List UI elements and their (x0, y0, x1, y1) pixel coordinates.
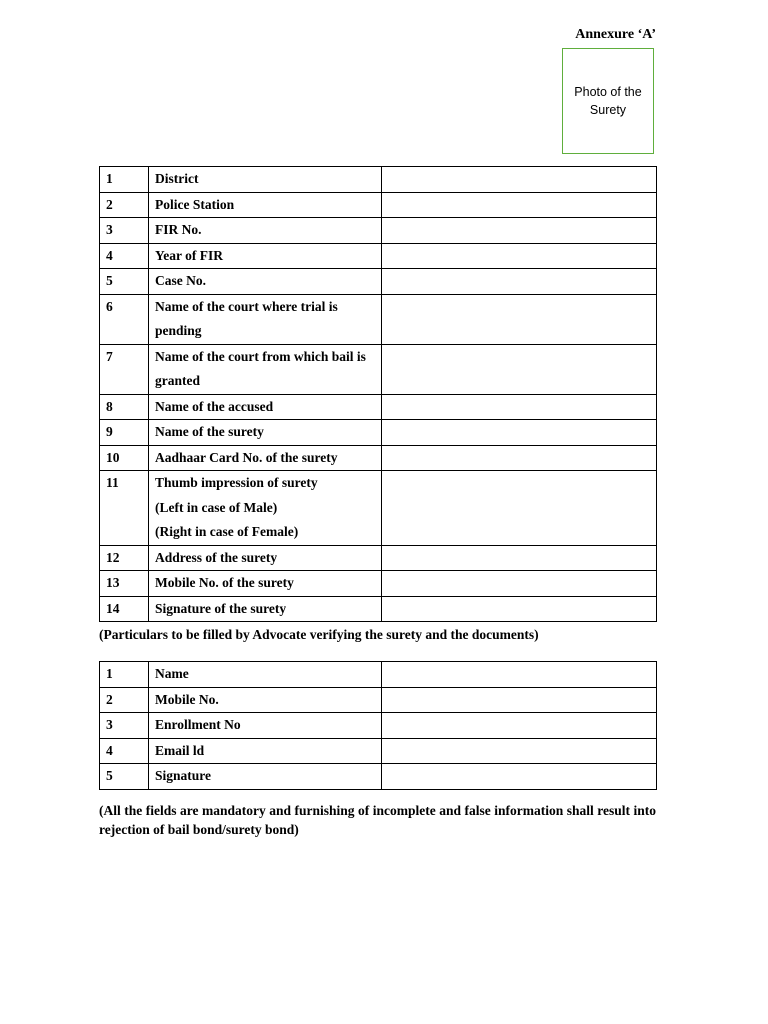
row-label-case-no: Case No. (149, 269, 382, 295)
row-number: 2 (100, 192, 149, 218)
accused-name-value-field[interactable] (382, 394, 657, 420)
table-row (100, 394, 657, 420)
thumb-impression-female-note: (Right in case of Female) (155, 524, 299, 539)
row-label-accused-name: Name of the accused (149, 394, 382, 420)
thumb-impression-label: Thumb impression of surety (155, 475, 318, 490)
photo-box-label: Photo of the Surety (574, 85, 642, 117)
row-label-enrollment-no: Enrollment No (149, 713, 382, 739)
trial-court-value-field[interactable] (382, 294, 657, 344)
table-row (100, 167, 657, 193)
bail-court-value-field[interactable] (382, 344, 657, 394)
row-label-aadhaar: Aadhaar Card No. of the surety (149, 445, 382, 471)
surety-name-value-field[interactable] (382, 420, 657, 446)
row-label-surety-name: Name of the surety (149, 420, 382, 446)
row-label-fir-no: FIR No. (149, 218, 382, 244)
row-label-bail-court: Name of the court from which bail is granted (149, 344, 382, 394)
fir-no-value-field[interactable] (382, 218, 657, 244)
row-number: 3 (100, 713, 149, 739)
surety-details-table (99, 166, 657, 622)
thumb-impression-male-note: (Left in case of Male) (155, 499, 278, 515)
row-label-surety-mobile: Mobile No. of the surety (149, 571, 382, 597)
table-row (100, 596, 657, 622)
table-row (100, 218, 657, 244)
table-row (100, 445, 657, 471)
row-number: 12 (100, 545, 149, 571)
row-label-thumb-impression (149, 471, 382, 546)
table-row (100, 192, 657, 218)
surety-mobile-value-field[interactable] (382, 571, 657, 597)
row-number: 10 (100, 445, 149, 471)
police-station-value-field[interactable] (382, 192, 657, 218)
row-number: 9 (100, 420, 149, 446)
row-number: 1 (100, 662, 149, 688)
table-row (100, 344, 657, 394)
row-label-advocate-signature: Signature (149, 764, 382, 790)
enrollment-no-value-field[interactable] (382, 713, 657, 739)
row-number: 4 (100, 738, 149, 764)
row-number: 2 (100, 687, 149, 713)
surety-signature-field[interactable] (382, 596, 657, 622)
table-row (100, 571, 657, 597)
table-row (100, 471, 657, 546)
advocate-particulars-note: (Particulars to be filled by Advocate verifying the surety and the documents) (99, 627, 539, 642)
row-number: 6 (100, 294, 149, 344)
row-label-email-id: Email ld (149, 738, 382, 764)
advocate-name-value-field[interactable] (382, 662, 657, 688)
row-number: 5 (100, 269, 149, 295)
row-label-advocate-name: Name (149, 662, 382, 688)
row-number: 3 (100, 218, 149, 244)
table-row (100, 545, 657, 571)
thumb-impression-field[interactable] (382, 471, 657, 546)
row-label-police-station: Police Station (149, 192, 382, 218)
row-number: 14 (100, 596, 149, 622)
advocate-signature-field[interactable] (382, 764, 657, 790)
email-id-value-field[interactable] (382, 738, 657, 764)
case-no-value-field[interactable] (382, 269, 657, 295)
row-label-advocate-mobile: Mobile No. (149, 687, 382, 713)
table-row (100, 764, 657, 790)
advocate-mobile-value-field[interactable] (382, 687, 657, 713)
row-label-surety-address: Address of the surety (149, 545, 382, 571)
aadhaar-value-field[interactable] (382, 445, 657, 471)
table-row (100, 687, 657, 713)
row-number: 8 (100, 394, 149, 420)
row-number: 11 (100, 471, 149, 546)
surety-address-value-field[interactable] (382, 545, 657, 571)
table-row (100, 420, 657, 446)
table-row (100, 713, 657, 739)
annexure-title: Annexure ‘A’ (575, 27, 656, 42)
row-label-trial-court: Name of the court where trial is pending (149, 294, 382, 344)
table-row (100, 269, 657, 295)
district-value-field[interactable] (382, 167, 657, 193)
row-label-district: District (149, 167, 382, 193)
row-number: 13 (100, 571, 149, 597)
row-number: 1 (100, 167, 149, 193)
table-row (100, 738, 657, 764)
row-number: 5 (100, 764, 149, 790)
row-number: 4 (100, 243, 149, 269)
advocate-details-table (99, 661, 657, 790)
row-label-year-of-fir: Year of FIR (149, 243, 382, 269)
row-number: 7 (100, 344, 149, 394)
table-row (100, 243, 657, 269)
mandatory-fields-note: (All the fields are mandatory and furnishing of incomplete and false information shall result into rejection of bail bond/surety bond) (99, 803, 656, 837)
table-row (100, 662, 657, 688)
row-label-surety-signature: Signature of the surety (149, 596, 382, 622)
table-row (100, 294, 657, 344)
photo-of-surety-box (562, 48, 654, 154)
year-of-fir-value-field[interactable] (382, 243, 657, 269)
